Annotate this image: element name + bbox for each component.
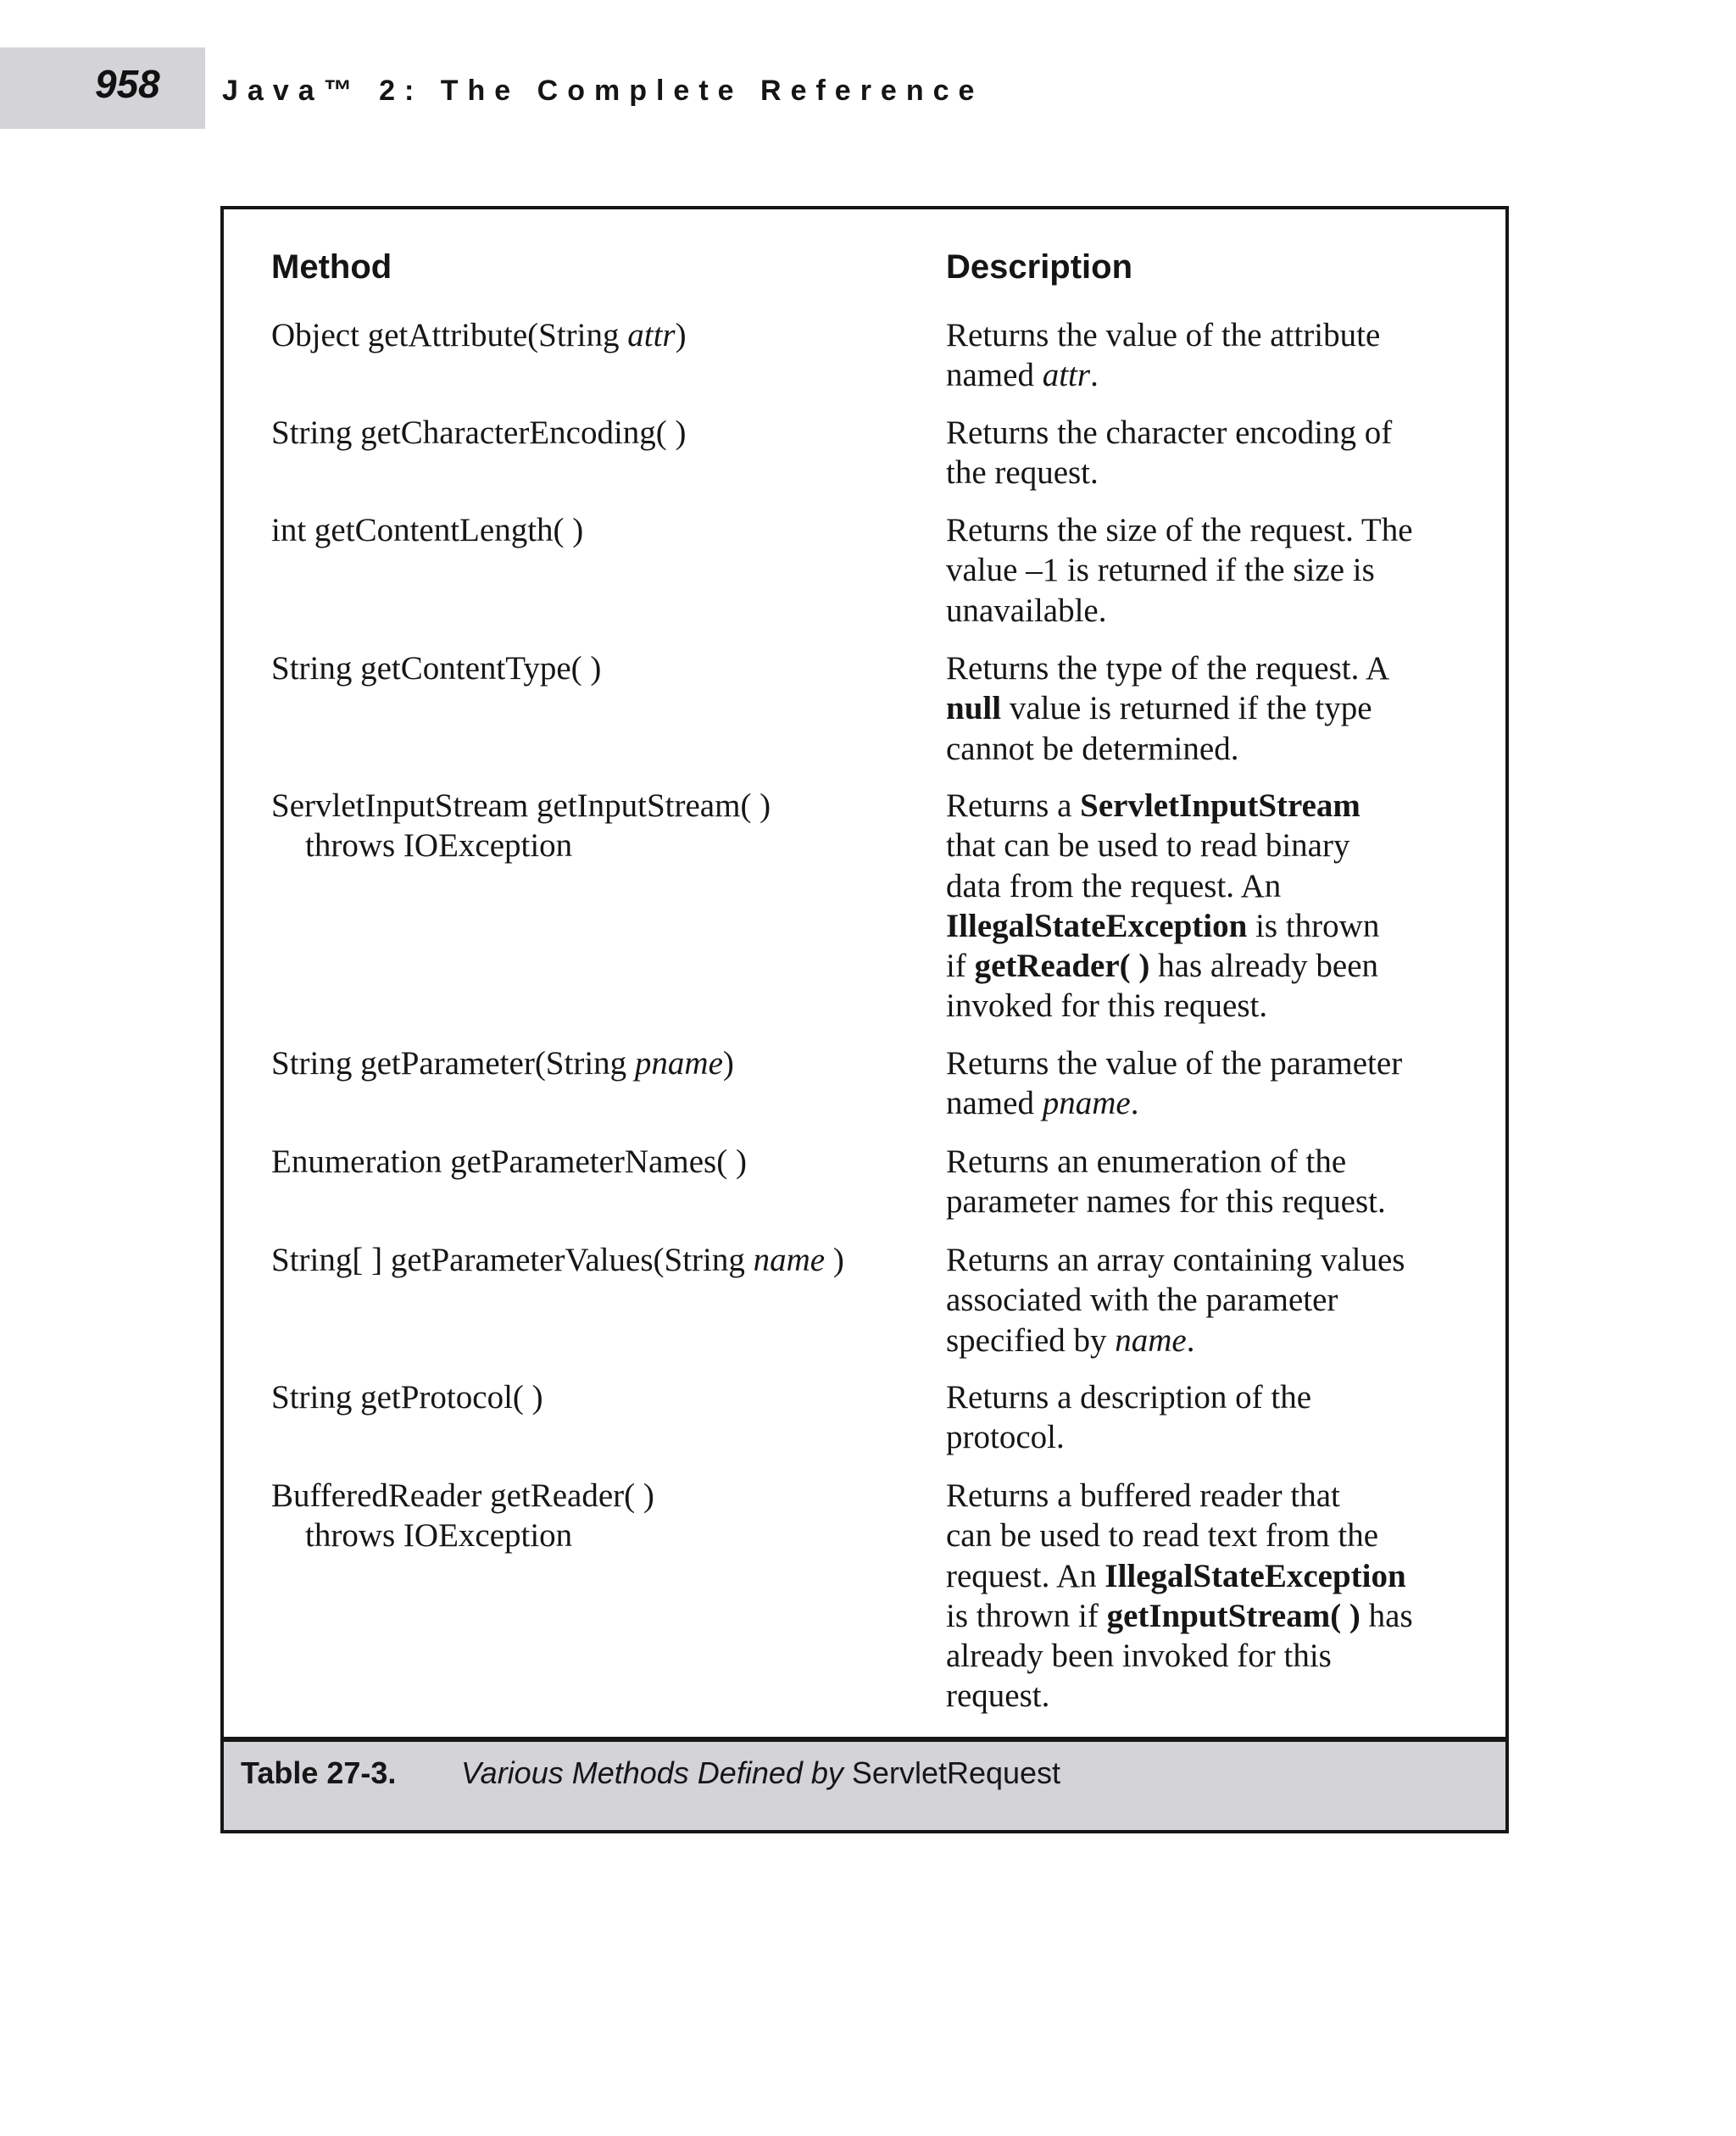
column-header-description: Description (946, 248, 1133, 286)
method-cell: BufferedReader getReader( ) throws IOException (271, 1477, 654, 1555)
description-cell: Returns a description of the protocol. (946, 1379, 1312, 1456)
description-cell: Returns an enumeration of the parameter names for this request. (946, 1143, 1386, 1221)
table-body (224, 209, 1505, 1744)
description-cell: Returns an array containing values associated with the parameter specified by name. (946, 1242, 1405, 1359)
method-cell: String getCharacterEncoding( ) (271, 414, 687, 451)
description-cell: Returns the value of the parameter named pname. (946, 1045, 1403, 1122)
method-cell: String[ ] getParameterValues(String name ) (271, 1242, 844, 1278)
method-cell: String getProtocol( ) (271, 1379, 543, 1416)
description-cell: Returns the type of the request. A null value is returned if the type cannot be determined. (946, 650, 1390, 767)
description-cell: Returns the character encoding of the request. (946, 414, 1393, 492)
column-header-method: Method (271, 248, 392, 286)
method-cell: Object getAttribute(String attr) (271, 317, 687, 353)
methods-table (220, 206, 1509, 1833)
caption-label: Table 27-3. (241, 1755, 397, 1790)
caption-text: Various Methods Defined by ServletRequest (461, 1755, 1061, 1790)
method-cell: String getContentType( ) (271, 650, 602, 687)
description-cell: Returns the value of the attribute named attr. (946, 317, 1381, 394)
method-cell: String getParameter(String pname) (271, 1045, 734, 1082)
method-cell: int getContentLength( ) (271, 512, 584, 548)
method-cell: ServletInputStream getInputStream( ) throws IOException (271, 787, 771, 865)
table-caption (224, 1737, 1505, 1830)
running-head: Java™ 2: The Complete Reference (222, 75, 984, 107)
method-cell: Enumeration getParameterNames( ) (271, 1143, 747, 1180)
page-number: 958 (95, 62, 160, 106)
description-cell: Returns a buffered reader that can be used to read text from the request. An IllegalStateException is thrown if getInputStream( ) has already been invoked for this request. (946, 1477, 1413, 1715)
description-cell: Returns the size of the request. The value –1 is returned if the size is unavailable. (946, 512, 1413, 629)
description-cell: Returns a ServletInputStream that can be used to read binary data from the request. An IllegalStateException is thrown if getReader( ) has already been invoked for this request. (946, 787, 1380, 1025)
